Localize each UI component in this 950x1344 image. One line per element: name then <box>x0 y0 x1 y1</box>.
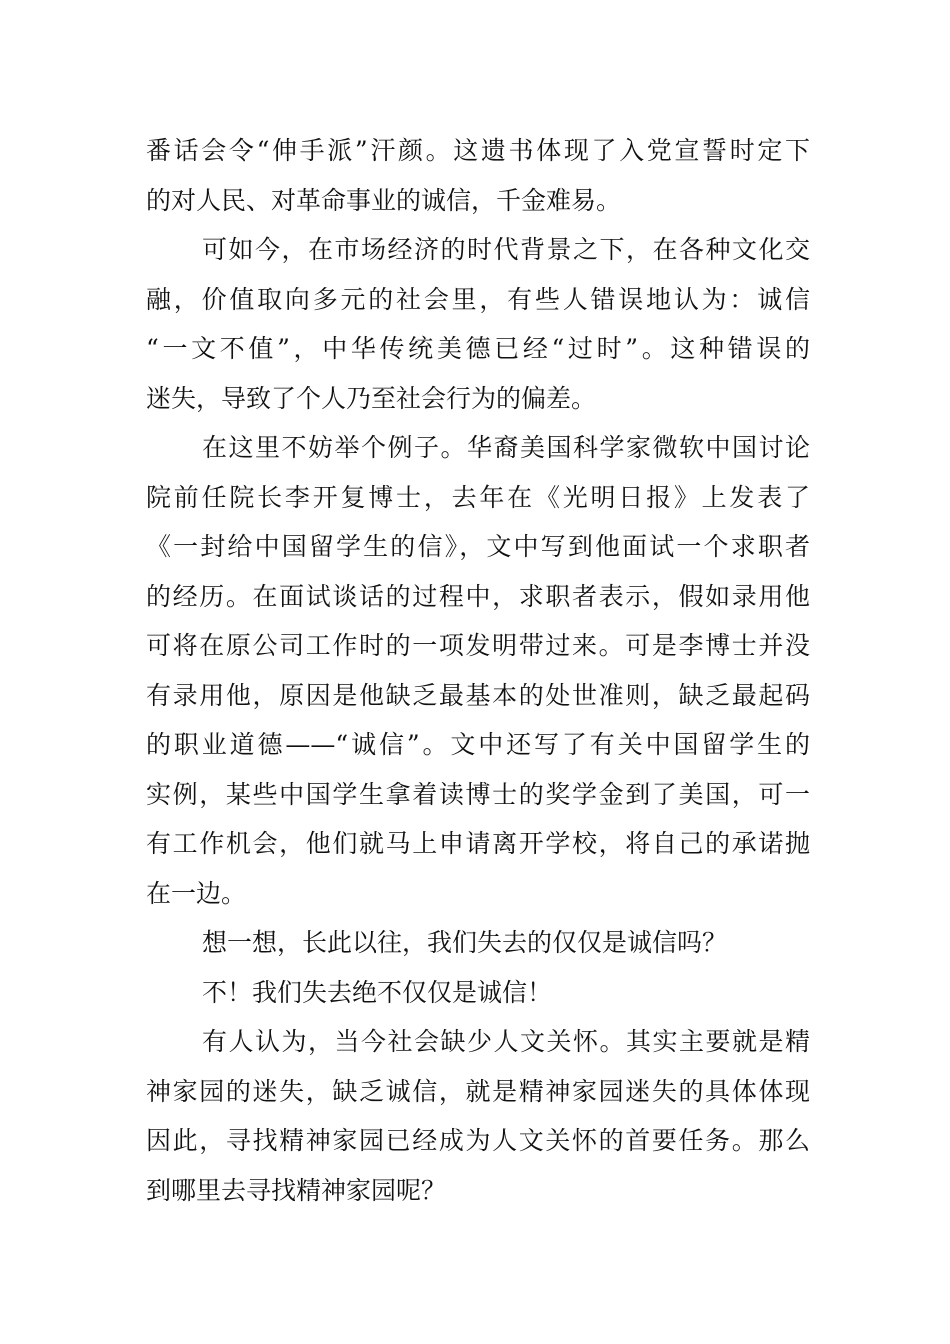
text-line: 有录用他，原因是他缺乏最基本的处世准则，缺乏最起码 <box>146 680 810 710</box>
paragraph-first-line: 不！我们失去绝不仅仅是诚信！ <box>202 977 553 1007</box>
text-line: 可将在原公司工作时的一项发明带过来。可是李博士并没 <box>146 631 810 660</box>
text-line: 的职业道德——“诚信”。文中还写了有关中国留学生的 <box>146 730 810 759</box>
text-line: 《一封给中国留学生的信》，文中写到他面试一个求职者 <box>146 532 810 561</box>
paragraph-first-line: 想一想，长此以往，我们失去的仅仅是诚信吗？ <box>202 928 728 957</box>
text-line: 的经历。在面试谈话的过程中，求职者表示，假如录用他 <box>146 581 810 611</box>
text-line: 的对人民、对革命事业的诚信，千金难易。 <box>146 185 622 215</box>
text-line: 融，价值取向多元的社会里，有些人错误地认为：诚信 <box>146 284 810 314</box>
text-line: 实例，某些中国学生拿着读博士的奖学金到了美国，可一 <box>146 779 810 809</box>
text-line: 因此，寻找精神家园已经成为人文关怀的首要任务。那么 <box>146 1126 810 1155</box>
body-text <box>146 126 810 1215</box>
text-line: “一文不值”，中华传统美德已经“过时”。这种错误的 <box>146 334 810 363</box>
paragraph-first-line: 有人认为，当今社会缺少人文关怀。其实主要就是精 <box>202 1027 810 1056</box>
paragraph-first-line: 在这里不妨举个例子。华裔美国科学家微软中国讨论 <box>202 433 810 462</box>
text-line: 番话会令“伸手派”汗颜。这遗书体现了入党宣誓时定下 <box>146 136 810 165</box>
text-line: 有工作机会，他们就马上申请离开学校，将自己的承诺抛 <box>146 829 810 858</box>
text-line: 院前任院长李开复博士，去年在《光明日报》上发表了 <box>146 482 810 512</box>
text-line: 到哪里去寻找精神家园呢？ <box>146 1175 447 1205</box>
text-line: 神家园的迷失，缺乏诚信，就是精神家园迷失的具体体现 <box>146 1076 810 1106</box>
text-line: 迷失，导致了个人乃至社会行为的偏差。 <box>146 383 597 413</box>
paragraph-first-line: 可如今，在市场经济的时代背景之下，在各种文化交 <box>202 235 810 264</box>
text-line: 在一边。 <box>146 878 247 908</box>
